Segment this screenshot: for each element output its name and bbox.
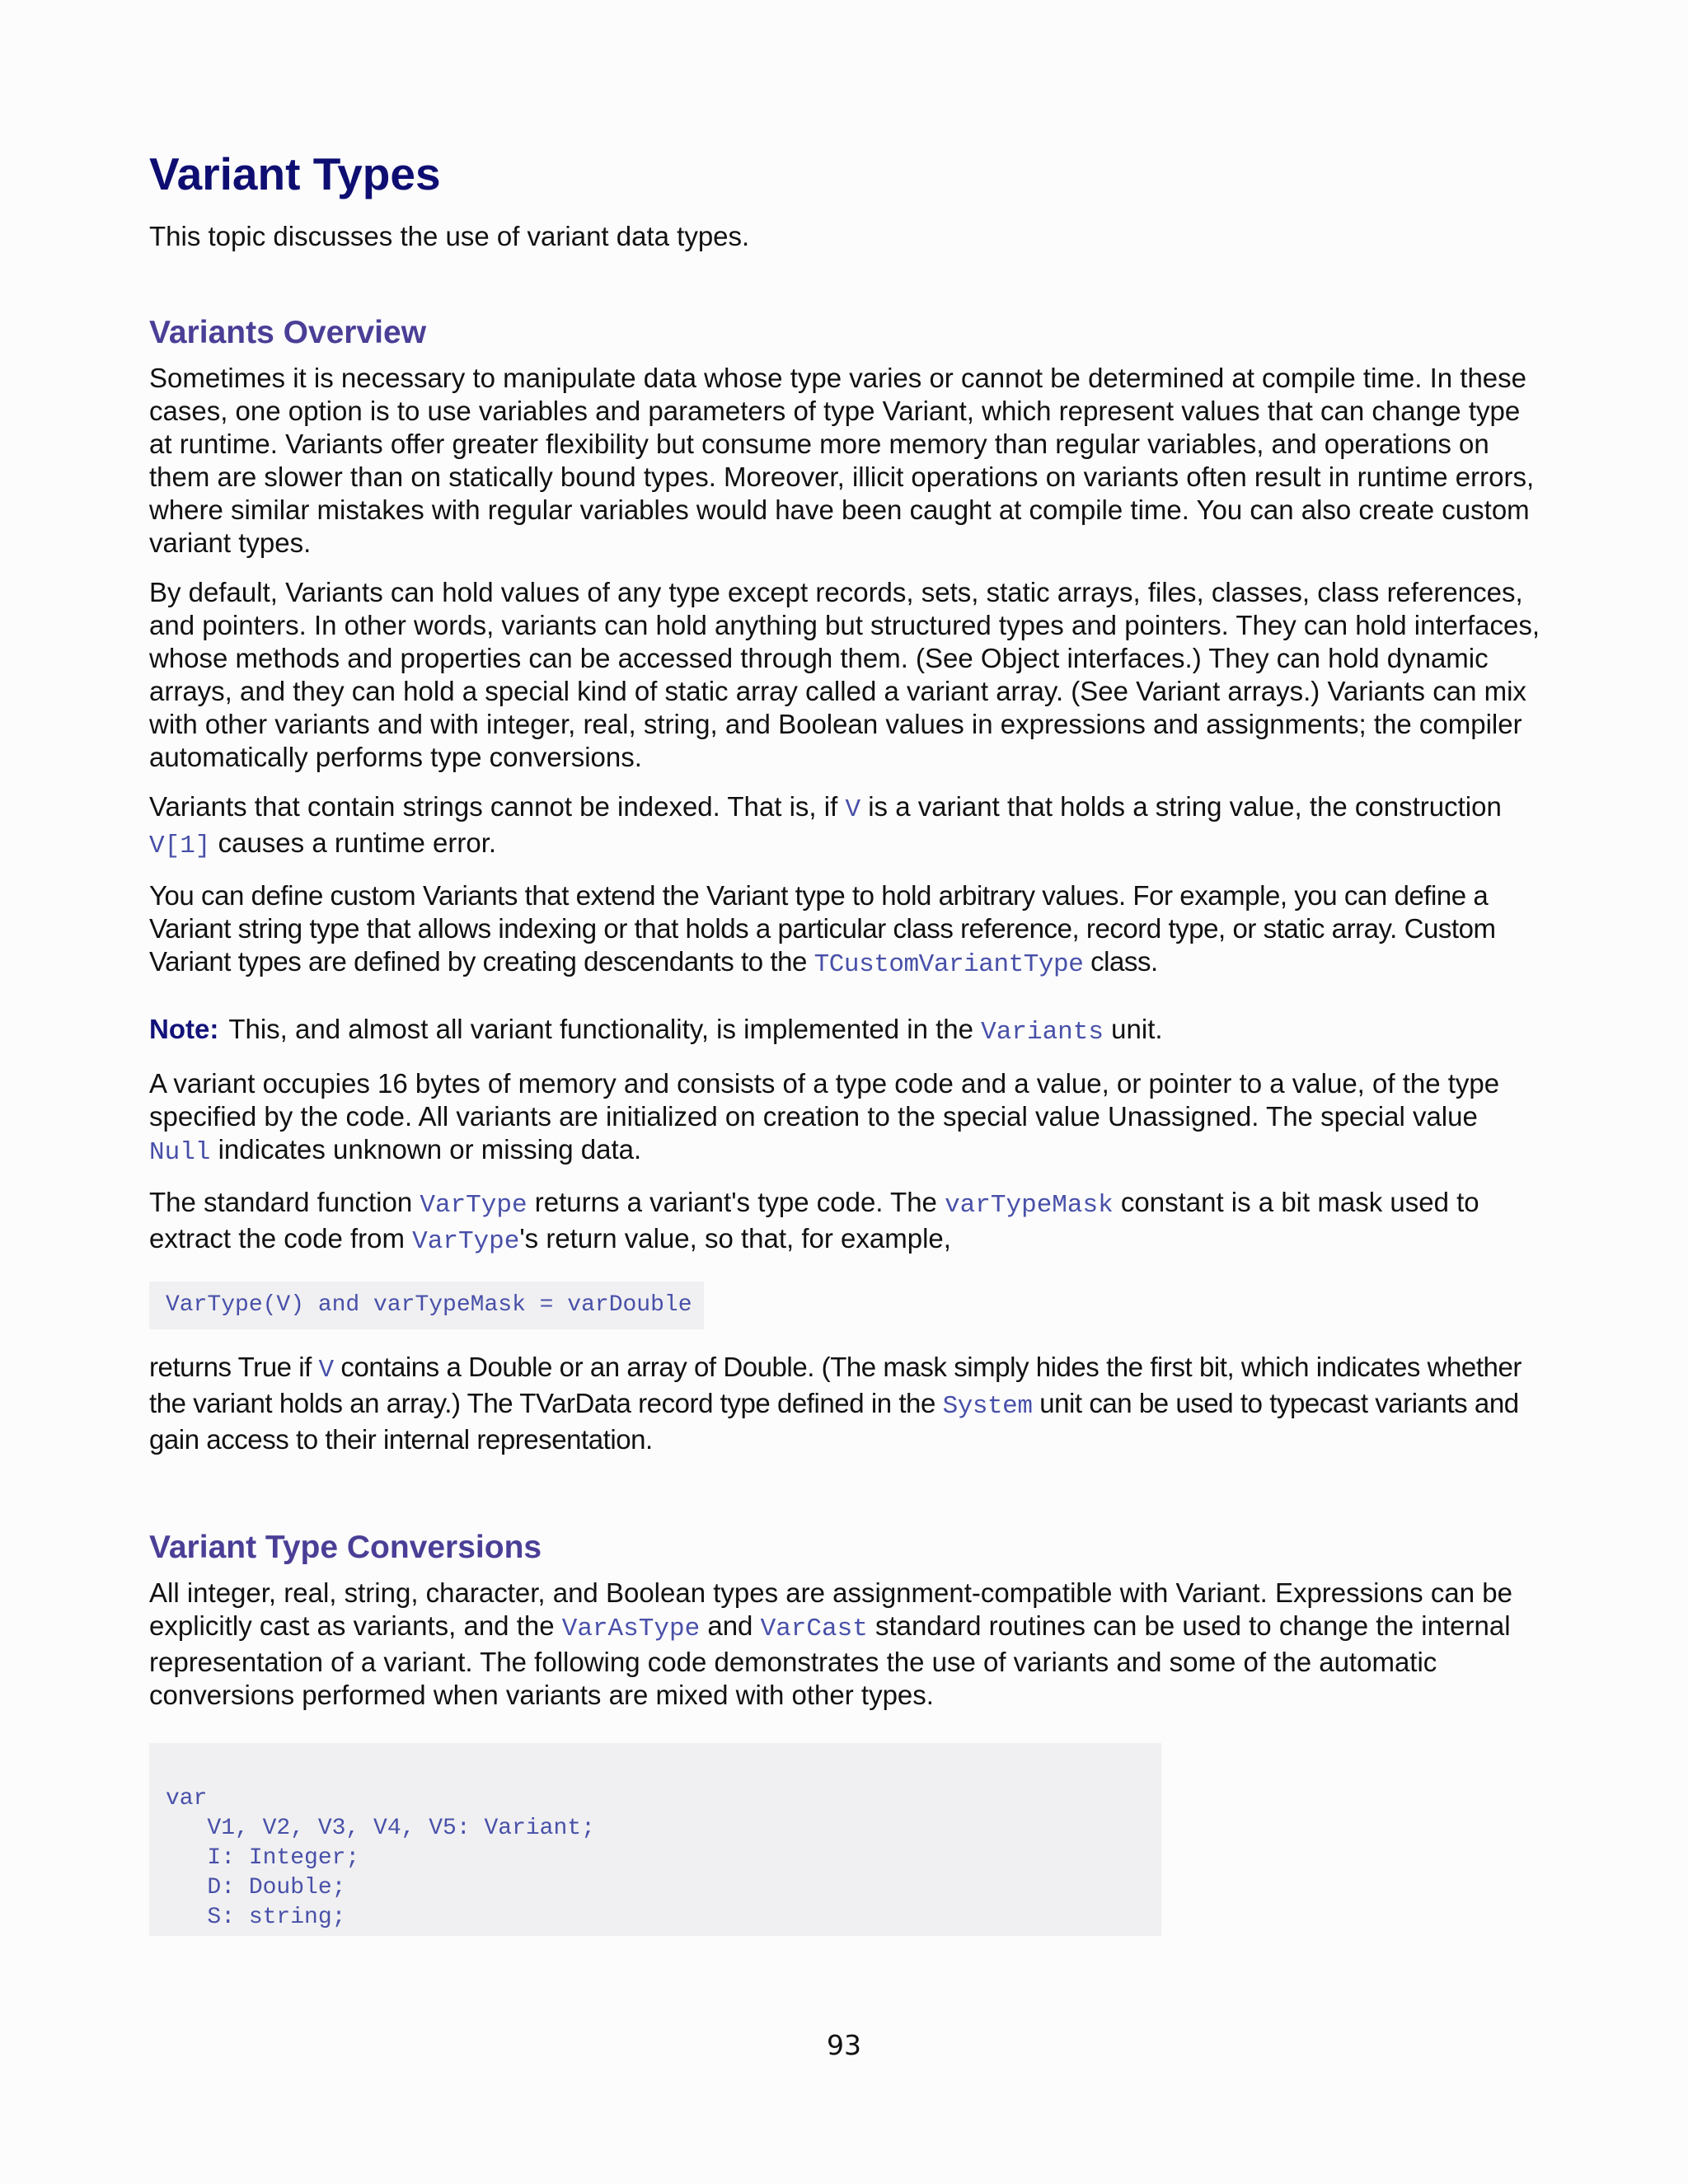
inline-code: TCustomVariantType bbox=[814, 950, 1084, 979]
inline-code: V bbox=[318, 1356, 334, 1385]
inline-code: VarType bbox=[412, 1227, 520, 1256]
text-run: A variant occupies 16 bytes of memory and consists of a type code and a value, or pointer to a value, of the type specified by the code. All variants are initialized on creation to the special value Unassigned. The special value bbox=[149, 1068, 1500, 1132]
inline-code: varTypeMask bbox=[945, 1191, 1114, 1220]
overview-paragraph-7 bbox=[149, 1351, 1540, 1456]
page-title: Variant Types bbox=[149, 148, 441, 199]
text-run: is a variant that holds a string value, the construction bbox=[860, 791, 1502, 822]
overview-body bbox=[149, 362, 1540, 982]
inline-code: VarCast bbox=[760, 1615, 868, 1643]
inline-code: Null bbox=[149, 1138, 211, 1167]
overview-paragraph-1: Sometimes it is necessary to manipulate data whose type varies or cannot be determined at compile time. In these cases, one option is to use variables and parameters of type Variant, which represent values that can change type at runtime. Variants offer greater flexibility but consume more memory than regular variables, and operations on them are slower than on statically bound types. Moreover, illicit operations on variants often result in runtime errors, where similar mistakes with regular variables would have been caught at compile time. You can also create custom variant types. bbox=[149, 363, 1535, 558]
text-run: This, and almost all variant functionality, is implemented in the bbox=[228, 1014, 982, 1044]
inline-code: V bbox=[845, 795, 861, 824]
text-run: returns a variant's type code. The bbox=[527, 1187, 945, 1217]
text-run: unit. bbox=[1103, 1014, 1163, 1044]
page-subtitle: This topic discusses the use of variant data types. bbox=[149, 221, 750, 251]
text-run: The standard function bbox=[149, 1187, 420, 1217]
section-heading-conversions: Variant Type Conversions bbox=[149, 1530, 542, 1565]
note-callout bbox=[149, 1013, 1540, 1049]
text-run: and bbox=[700, 1610, 761, 1641]
text-run: class. bbox=[1083, 946, 1158, 977]
overview-paragraph-5 bbox=[149, 1067, 1540, 1169]
code-example-2: var V1, V2, V3, V4, V5: Variant; I: Integer; D: Double; S: string; bbox=[149, 1743, 1161, 1936]
overview-paragraph-2: By default, Variants can hold values of any type except records, sets, static arrays, files, classes, class references, and pointers. In other words, variants can hold anything but structured types and pointers. They can hold interfaces, whose methods and properties can be accessed through them. (See Object interfaces.) They can hold dynamic arrays, and they can hold a special kind of static array called a variant array. (See Variant arrays.) Variants can mix with other variants and with integer, real, string, and Boolean values in expressions and assignments; the compiler automatically performs type conversions. bbox=[149, 577, 1540, 772]
inline-code: Variants bbox=[981, 1018, 1104, 1047]
text-run: contains a Double or an array of Double. (The mask simply hides the first bit, which indicates whether the variant holds an array.) The TVarData record type defined in the bbox=[149, 1352, 1522, 1418]
inline-code: System bbox=[942, 1392, 1033, 1421]
conversions-paragraph-1 bbox=[149, 1577, 1540, 1712]
code-example-1-wrapper bbox=[149, 1282, 1540, 1329]
overview-paragraph-3 bbox=[149, 790, 1540, 863]
overview-body-2 bbox=[149, 1067, 1540, 1258]
text-run: You can define custom Variants that extend the Variant type to hold arbitrary values. For example, you can define a Variant string type that allows indexing or that holds a particular class reference, record type, or static array. Custom Variant types are defined by creating descendants to the bbox=[149, 880, 1496, 977]
text-run: indicates unknown or missing data. bbox=[210, 1134, 642, 1165]
inline-code: VarAsType bbox=[561, 1615, 701, 1643]
text-run: standard routines can be used to change the internal representation of a variant. The following code demonstrates the use of variants and some of the automatic conversions performed when variants are mixed with other types. bbox=[149, 1610, 1511, 1710]
inline-code: VarType bbox=[420, 1191, 528, 1220]
text-run: unit can be used to typecast variants and gain access to their internal representation. bbox=[149, 1388, 1519, 1455]
page-content bbox=[149, 140, 1540, 1936]
section-heading-overview: Variants Overview bbox=[149, 315, 427, 350]
text-run: causes a runtime error. bbox=[210, 827, 497, 858]
page-number: 93 bbox=[827, 2029, 861, 2061]
text-run: 's return value, so that, for example, bbox=[519, 1223, 951, 1254]
text-run: All integer, real, string, character, and Boolean types are assignment-compatible with Variant. Expressions can be explicitly cast as variants, and the bbox=[149, 1577, 1512, 1641]
inline-code: V[1] bbox=[149, 832, 211, 860]
text-run: returns True if bbox=[149, 1352, 319, 1382]
text-run: constant is a bit mask used to extract the code from bbox=[149, 1187, 1479, 1254]
text-run: Variants that contain strings cannot be indexed. That is, if bbox=[149, 791, 846, 822]
overview-paragraph-6 bbox=[149, 1186, 1540, 1258]
note-label: Note: bbox=[149, 1014, 219, 1044]
overview-paragraph-4 bbox=[149, 879, 1540, 982]
code-example-1: VarType(V) and varTypeMask = varDouble bbox=[149, 1282, 704, 1329]
